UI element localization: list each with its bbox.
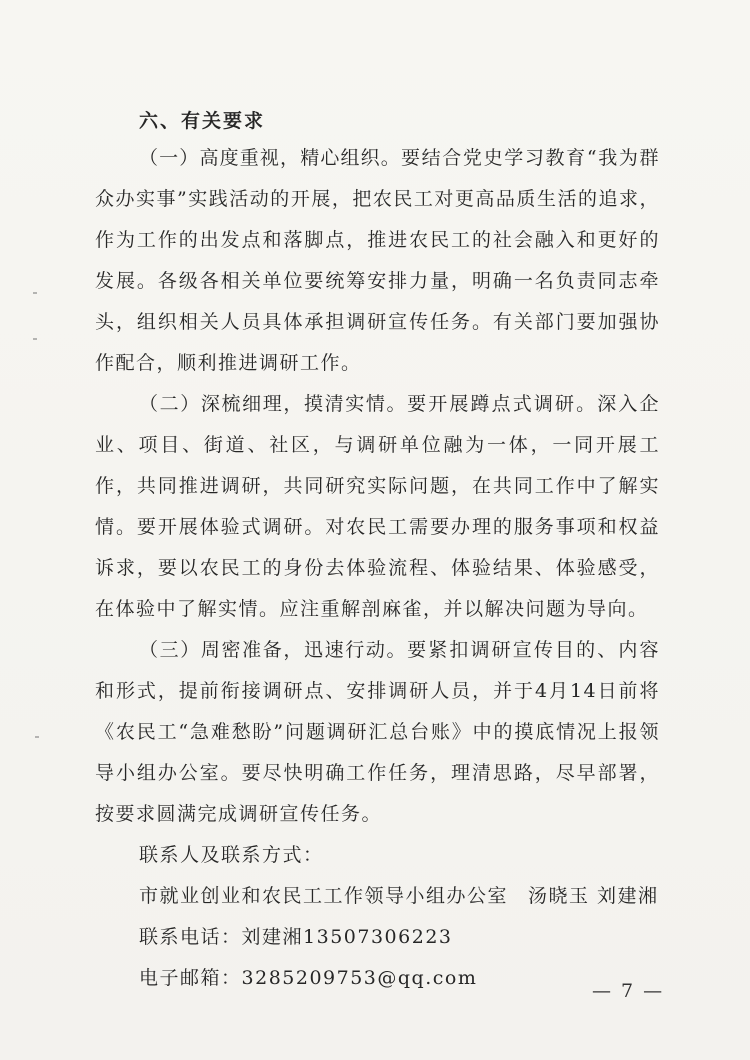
email-address: 3285209753@qq.com — [241, 967, 478, 989]
paragraph-text: 要结合党史学习教育“我为群众办实事”实践活动的开展，把农民工对更高品质生活的追求，作为工作的出发点和落脚点，推进农民工的社会融入和更好的发展。各级各相关单位要统筹安排力量，明确一名负责同志牵头，组织相关人员具体承担调研宣传任务。有关部门要加强协作配合，顺利推进调研工作。 — [95, 147, 660, 374]
page-number: — 7 — — [592, 980, 665, 1002]
requirement-paragraph-3 — [95, 630, 660, 835]
paragraph-lead: （一）高度重视，精心组织。 — [139, 147, 401, 169]
contact-phone-line — [95, 917, 660, 958]
paragraph-lead: （三）周密准备，迅速行动。 — [139, 639, 408, 661]
scan-speck — [33, 292, 37, 294]
paragraph-lead: （二）深梳细理，摸清实情。 — [139, 393, 408, 415]
phone-number: 13507306223 — [303, 926, 453, 948]
document-body — [95, 104, 660, 999]
phone-person: 刘建湘 — [241, 926, 304, 948]
contact-office: 市就业创业和农民工工作领导小组办公室 — [139, 885, 509, 907]
contact-office-line — [95, 876, 660, 917]
contact-people: 汤晓玉 刘建湘 — [528, 885, 659, 907]
email-label: 电子邮箱： — [139, 967, 242, 989]
scan-speck — [33, 338, 37, 340]
phone-label: 联系电话： — [139, 926, 242, 948]
requirement-paragraph-2 — [95, 384, 660, 630]
section-heading: 六、有关要求 — [139, 110, 266, 132]
contact-email-line — [95, 958, 660, 999]
requirement-paragraph-1 — [95, 138, 660, 384]
scan-speck — [35, 736, 39, 738]
paragraph-text: 要开展蹲点式调研。深入企业、项目、街道、社区，与调研单位融为一体，一同开展工作，共同推进调研，共同研究实际问题，在共同工作中了解实情。要开展体验式调研。对农民工需要办理的服务事项和权益诉求，要以农民工的身份去体验流程、体验结果、体验感受，在体验中了解实情。应注重解剖麻雀，并以解决问题为导向。 — [95, 393, 660, 620]
contact-intro: 联系人及联系方式： — [139, 844, 324, 866]
paragraph-text: 要紧扣调研宣传目的、内容和形式，提前衔接调研点、安排调研人员，并于4月14日前将《农民工“急难愁盼”问题调研汇总台账》中的摸底情况上报领导小组办公室。要尽快明确工作任务，理清思路，尽早部署，按要求圆满完成调研宣传任务。 — [95, 639, 660, 825]
